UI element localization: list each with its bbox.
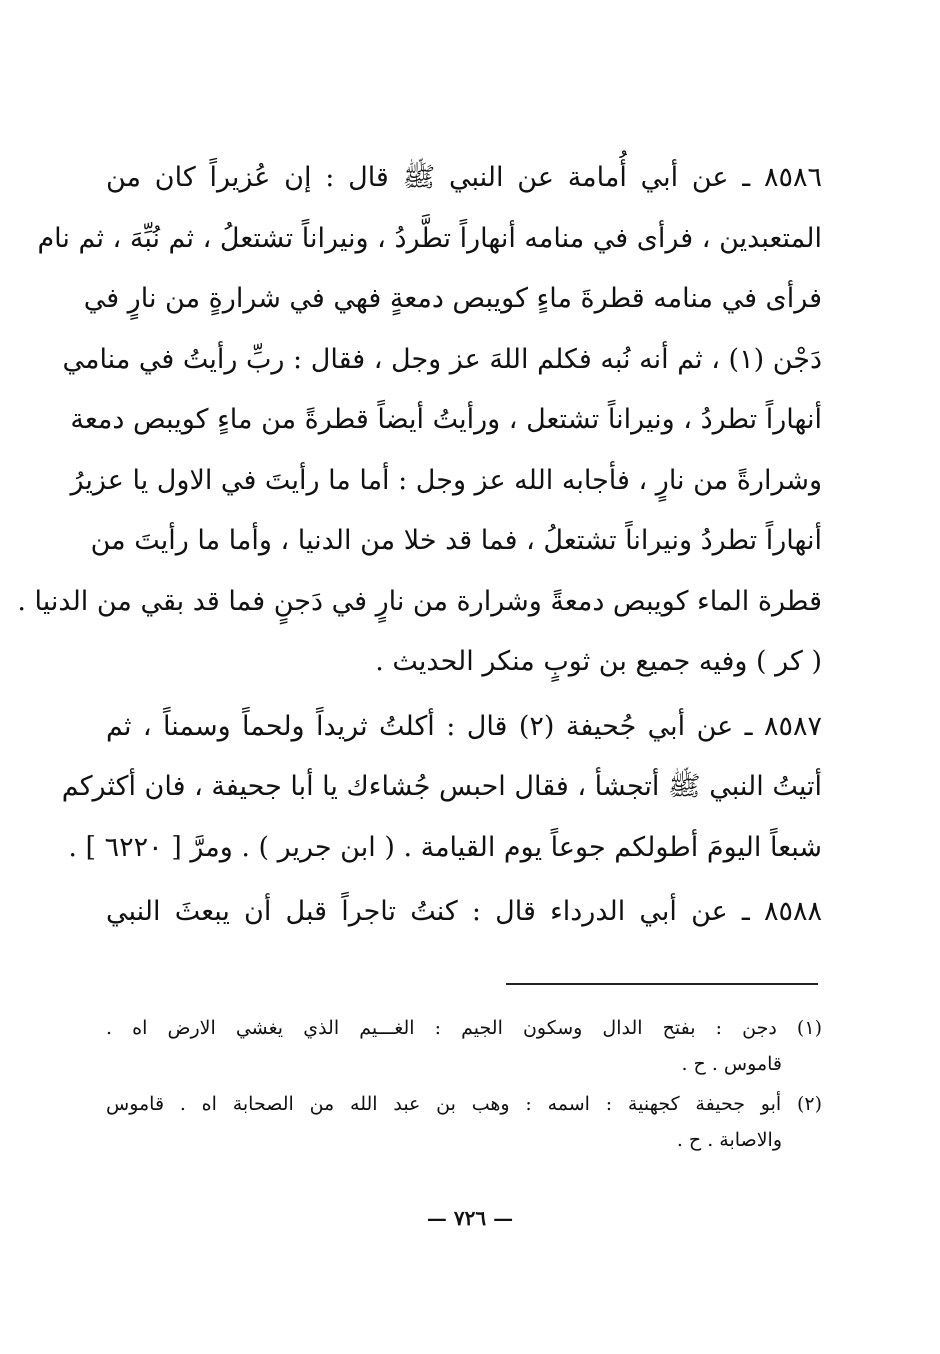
footnote-line: والاصابة . ح .: [676, 1129, 782, 1151]
text-line: فرأى في منامه قطرةَ ماءٍ كويبص دمعةٍ فهي في شرارةٍ من نارٍ في: [83, 283, 822, 314]
text-line: أنهاراً تطردُ ونيراناً تشتعلُ ، فما قد خلا من الدنيا ، وأما ما رأيتَ من: [90, 525, 822, 556]
text-line: أنهاراً تطردُ ، ونيراناً تشتعل ، ورأيتُ أيضاً قطرةً من ماءٍ كويبص دمعة: [70, 404, 822, 435]
hadith-8587: [61, 697, 822, 879]
source-line: ( كر ) وفيه جميع بن ثوبٍ منكر الحديث .: [375, 646, 822, 677]
text-line: المتعبدين ، فرأى في منامه أنهاراً تطَّردُ ، ونيراناً تشتعلُ ، ثم نُبِّهَ ، ثم نام: [37, 222, 822, 254]
text-line: ٨٥٨٧ ـ عن أبي جُحيفة (٢) قال : أكلتُ ثريداً ولحماً وسمناً ، ثم: [106, 710, 822, 742]
main-text: [17, 148, 823, 943]
text-line: أتيتُ النبي ﷺ أتجشأ ، فقال احبس جُشاءك يا أبا جحيفة ، فان أكثركم: [61, 771, 822, 802]
text-line: شبعاً اليومَ أطولكم جوعاً يوم القيامة . ( ابن جرير ) . ومرَّ [ ٦٢٢٠ ] .: [68, 831, 822, 863]
hadith-8586: [17, 148, 823, 693]
text-line: ٨٥٨٨ ـ عن أبي الدرداء قال : كنتُ تاجراً قبل أن يبعثَ النبي: [106, 896, 822, 927]
footnote-2: [106, 1086, 822, 1158]
hadith-8588: [106, 882, 822, 943]
footnote-line: قاموس . ح .: [681, 1053, 782, 1075]
footnote-1: [106, 1010, 822, 1082]
page-number: — ٧٢٦ —: [426, 1206, 514, 1230]
text-line: دَجْن (١) ، ثم أنه نُبه فكلم اللهَ عز وجل ، فقال : ربِّ رأيتُ في منامي: [62, 343, 822, 375]
footnotes: [106, 1010, 822, 1162]
footnote-line: (٢) أبو جحيفة كجهنية : اسمه : وهب بن عبد الله من الصحابة اه . قاموس: [106, 1093, 822, 1115]
text-line: ٨٥٨٦ ـ عن أبي أُمامة عن النبي ﷺ قال : إن عُزيراً كان من: [106, 162, 823, 193]
text-line: وشرارةً من نارٍ ، فأجابه الله عز وجل : أما ما رأيتَ في الاول يا عزيرُ: [70, 464, 822, 496]
text-line: قطرة الماء كويبص دمعةً وشرارة من نارٍ في دَجنٍ فما قد بقي من الدنيا .: [17, 585, 822, 617]
footnote-line: (١) دجن : بفتح الدال وسكون الجيم : الغـــيم الذي يغشي الارض اه .: [106, 1017, 822, 1039]
footnote-divider: [506, 983, 818, 985]
